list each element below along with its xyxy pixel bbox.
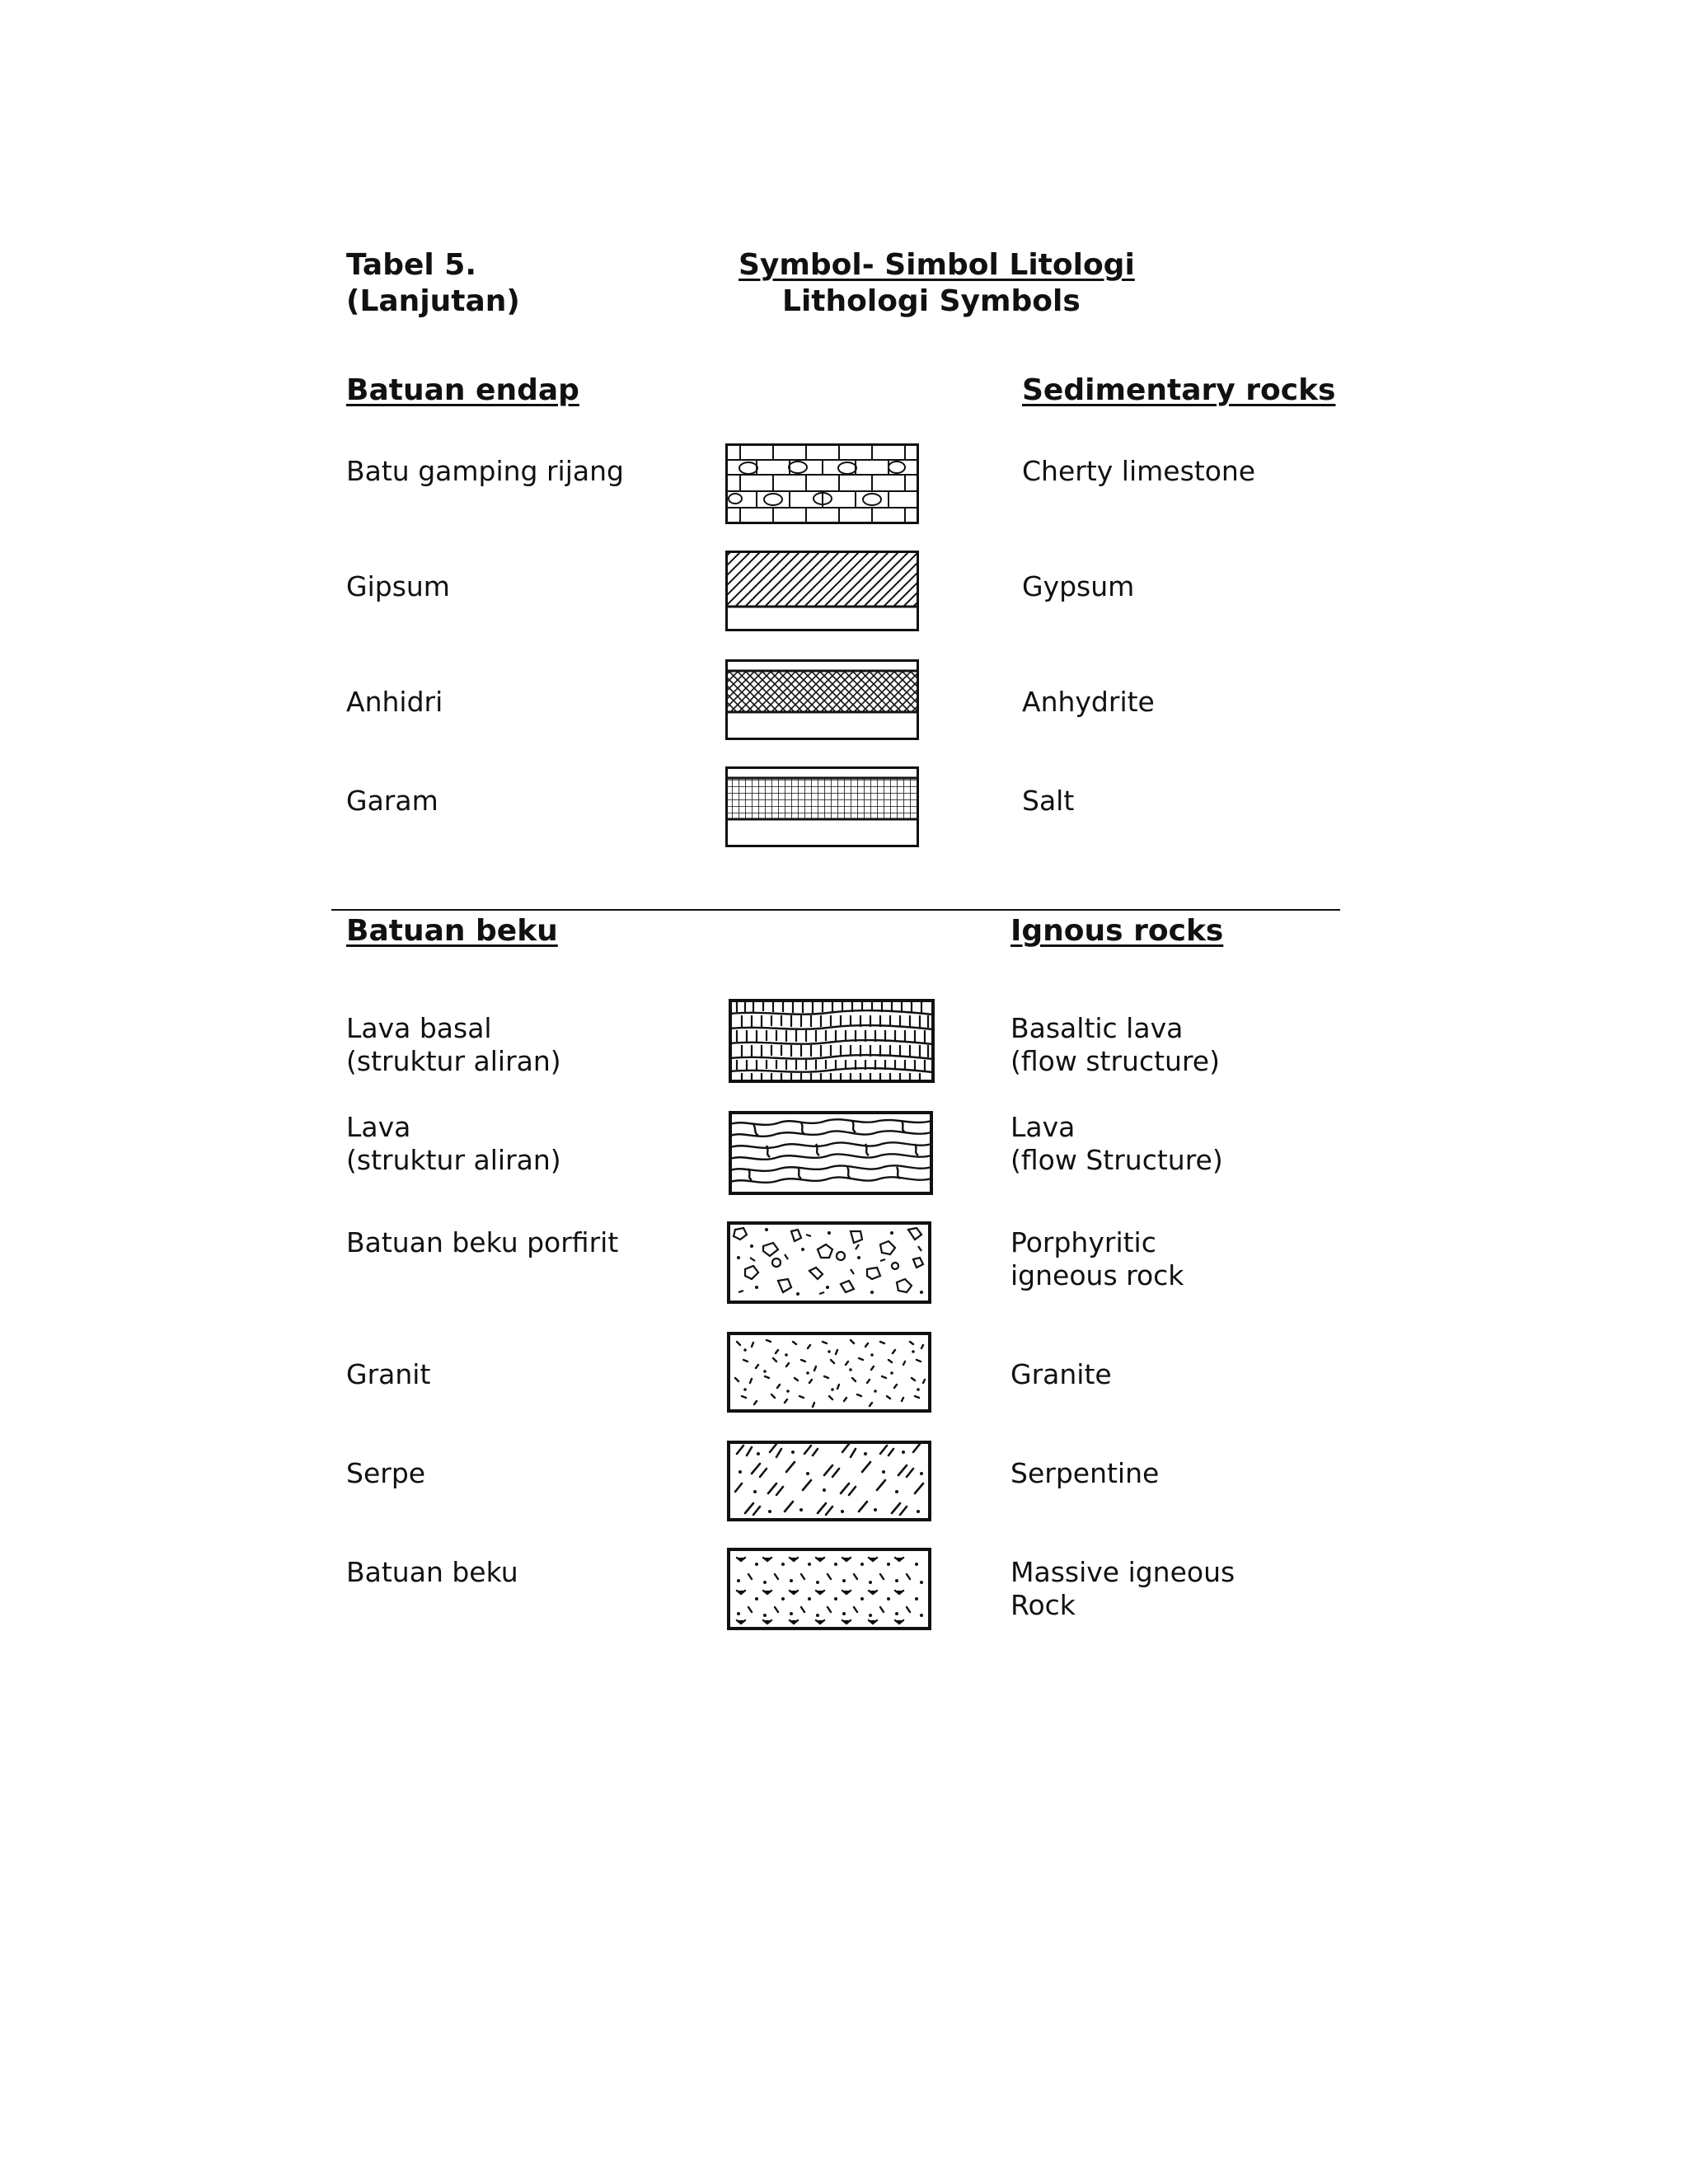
row-label-id: Garam bbox=[346, 785, 438, 817]
igneous-heading-en: Ignous rocks bbox=[1010, 914, 1224, 948]
section-divider bbox=[331, 909, 1340, 911]
row-label-en: Massive igneous bbox=[1010, 1556, 1236, 1588]
table-continuation: (Lanjutan) bbox=[346, 284, 520, 318]
gypsum-pattern bbox=[725, 551, 919, 631]
row-label-en: Cherty limestone bbox=[1022, 455, 1256, 487]
row-label-en-line2: Rock bbox=[1010, 1589, 1076, 1621]
row-label-en: Porphyritic bbox=[1010, 1226, 1156, 1258]
row-label-id: Batuan beku bbox=[346, 1556, 518, 1588]
row-label-en-line2: igneous rock bbox=[1010, 1259, 1184, 1291]
row-label-en: Gypsum bbox=[1022, 570, 1135, 602]
row-label-id-line2: (struktur aliran) bbox=[346, 1045, 561, 1077]
row-label-id: Batu gamping rijang bbox=[346, 455, 624, 487]
sedimentary-heading-en: Sedimentary rocks bbox=[1022, 373, 1336, 407]
row-label-en: Serpentine bbox=[1010, 1457, 1160, 1489]
table-number: Tabel 5. bbox=[346, 248, 476, 282]
anhydrite-pattern bbox=[725, 659, 919, 740]
igneous-heading-id: Batuan beku bbox=[346, 914, 558, 948]
row-label-id-line2: (struktur aliran) bbox=[346, 1144, 561, 1176]
row-label-en: Anhydrite bbox=[1022, 686, 1155, 718]
row-label-id: Lava bbox=[346, 1111, 411, 1143]
row-label-en: Lava bbox=[1010, 1111, 1076, 1143]
row-label-id: Granit bbox=[346, 1358, 431, 1390]
lava-flow-pattern bbox=[729, 1111, 933, 1195]
basaltic-lava-pattern bbox=[729, 999, 935, 1083]
row-label-en: Basaltic lava bbox=[1010, 1012, 1184, 1044]
row-label-id: Lava basal bbox=[346, 1012, 492, 1044]
serpentine-pattern bbox=[727, 1441, 931, 1521]
massive-igneous-pattern bbox=[727, 1548, 931, 1630]
row-label-en: Granite bbox=[1010, 1358, 1112, 1390]
table-subtitle: Lithologi Symbols bbox=[782, 284, 1081, 318]
row-label-en: Salt bbox=[1022, 785, 1075, 817]
cherty-limestone-pattern bbox=[725, 443, 919, 524]
row-label-id: Batuan beku porfirit bbox=[346, 1226, 619, 1258]
table-title: Symbol- Simbol Litologi bbox=[738, 248, 1135, 282]
porphyritic-pattern bbox=[727, 1221, 931, 1304]
salt-pattern bbox=[725, 766, 919, 847]
row-label-id: Anhidri bbox=[346, 686, 443, 718]
row-label-en-line2: (flow structure) bbox=[1010, 1045, 1220, 1077]
row-label-id: Gipsum bbox=[346, 570, 450, 602]
sedimentary-heading-id: Batuan endap bbox=[346, 373, 579, 407]
granite-pattern bbox=[727, 1332, 931, 1413]
row-label-en-line2: (flow Structure) bbox=[1010, 1144, 1223, 1176]
row-label-id: Serpe bbox=[346, 1457, 426, 1489]
